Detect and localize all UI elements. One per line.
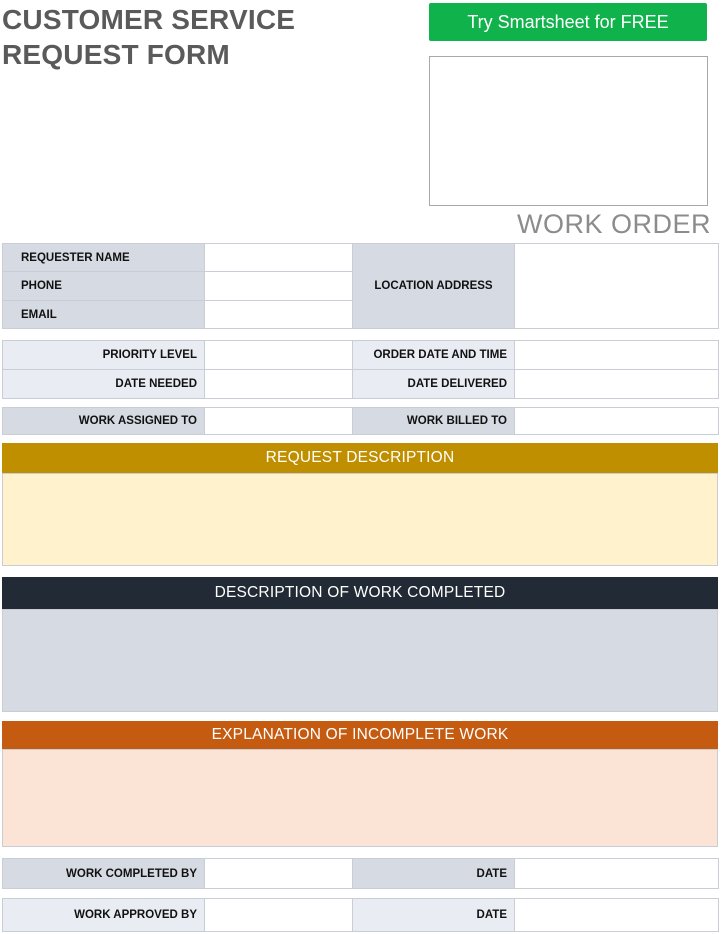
date-needed-label: DATE NEEDED	[2, 369, 205, 399]
request-description-header: REQUEST DESCRIPTION	[2, 443, 718, 473]
location-address-label: LOCATION ADDRESS	[352, 243, 515, 329]
work-completed-by-field[interactable]	[204, 858, 353, 889]
work-completed-field[interactable]	[2, 609, 718, 712]
work-completed-header: DESCRIPTION OF WORK COMPLETED	[2, 577, 718, 609]
work-billed-to-label: WORK BILLED TO	[352, 407, 515, 435]
phone-field[interactable]	[204, 271, 353, 301]
order-date-field[interactable]	[514, 340, 719, 370]
form-title	[2, 2, 295, 72]
work-assigned-to-label: WORK ASSIGNED TO	[2, 407, 205, 435]
logo-placeholder[interactable]	[429, 56, 708, 206]
incomplete-work-field[interactable]	[2, 749, 718, 847]
form-title-line-1: CUSTOMER SERVICE	[2, 4, 296, 35]
requester-name-field[interactable]	[204, 243, 353, 272]
email-label: EMAIL	[2, 300, 205, 329]
requester-name-label: REQUESTER NAME	[2, 243, 205, 272]
order-date-label: ORDER DATE AND TIME	[352, 340, 515, 370]
incomplete-work-header: EXPLANATION OF INCOMPLETE WORK	[2, 721, 718, 749]
completed-date-field[interactable]	[514, 858, 719, 889]
approved-date-field[interactable]	[514, 898, 719, 932]
email-field[interactable]	[204, 300, 353, 329]
completed-date-label: DATE	[352, 858, 515, 889]
work-approved-by-field[interactable]	[204, 898, 353, 932]
priority-level-label: PRIORITY LEVEL	[2, 340, 205, 370]
priority-level-field[interactable]	[204, 340, 353, 370]
phone-label: PHONE	[2, 271, 205, 301]
date-delivered-field[interactable]	[514, 369, 719, 399]
work-order-subtitle: WORK ORDER	[517, 209, 711, 239]
location-address-field[interactable]	[514, 243, 719, 329]
work-assigned-to-field[interactable]	[204, 407, 353, 435]
try-smartsheet-button[interactable]: Try Smartsheet for FREE	[429, 3, 707, 41]
approved-date-label: DATE	[352, 898, 515, 932]
work-approved-by-label: WORK APPROVED BY	[2, 898, 205, 932]
form-title-line-2: REQUEST FORM	[2, 39, 230, 70]
work-completed-by-label: WORK COMPLETED BY	[2, 858, 205, 889]
work-billed-to-field[interactable]	[514, 407, 719, 435]
date-delivered-label: DATE DELIVERED	[352, 369, 515, 399]
request-description-field[interactable]	[2, 473, 718, 566]
date-needed-field[interactable]	[204, 369, 353, 399]
